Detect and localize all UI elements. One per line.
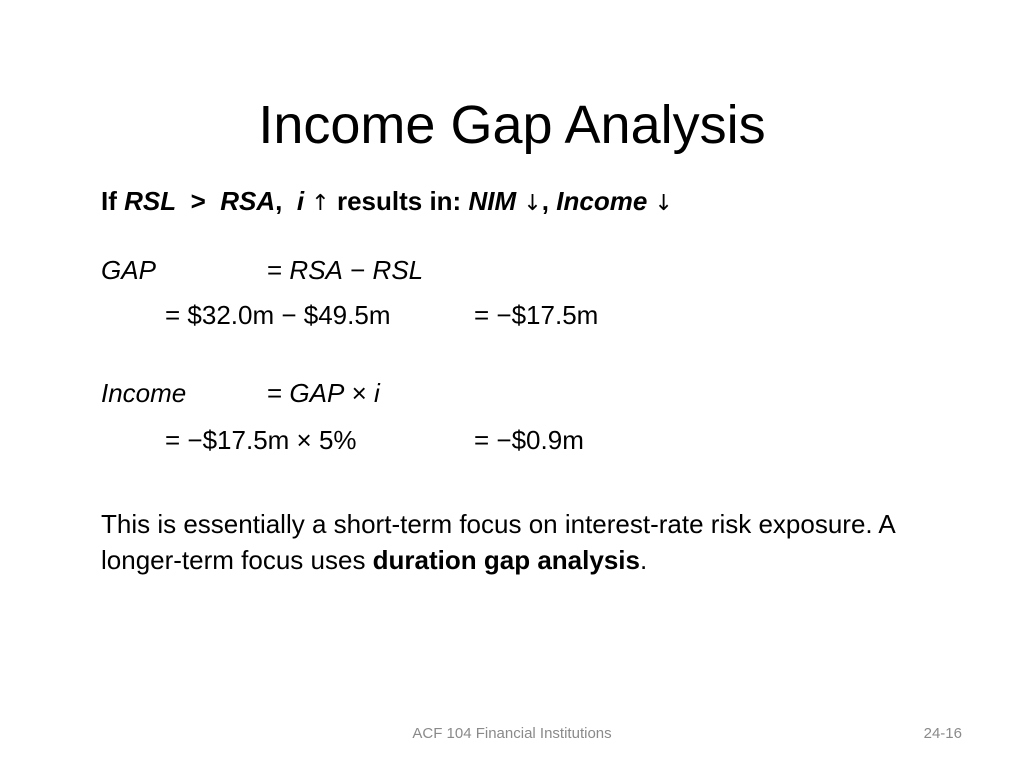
condition-rsa: RSA bbox=[220, 186, 276, 216]
gap-calc: = $32.0m − $49.5m bbox=[165, 300, 391, 330]
income-formula-gap: GAP bbox=[289, 378, 345, 408]
income-calc: = −$17.5m × 5% bbox=[165, 425, 357, 455]
gap-formula bbox=[267, 257, 423, 283]
income-definition-line bbox=[101, 378, 380, 408]
income-formula bbox=[267, 380, 380, 406]
up-arrow-icon: ↑ bbox=[311, 191, 330, 216]
gap-result: = −$17.5m bbox=[474, 300, 599, 330]
income-label: Income bbox=[101, 378, 187, 408]
down-arrow-icon: ↓ bbox=[523, 191, 542, 216]
condition-rsl: RSL bbox=[124, 186, 177, 216]
income-result: = −$0.9m bbox=[474, 425, 584, 455]
condition-income: Income bbox=[556, 186, 648, 216]
income-formula-i: i bbox=[374, 378, 380, 408]
summary-period: . bbox=[639, 545, 648, 575]
condition-results-in: results in: bbox=[336, 186, 462, 216]
condition-comma: , bbox=[275, 186, 283, 216]
summary-emphasis: duration gap analysis bbox=[372, 545, 640, 575]
condition-line bbox=[101, 188, 673, 215]
condition-nim: NIM bbox=[468, 186, 517, 216]
gap-definition-line bbox=[101, 255, 424, 285]
gap-formula-rsl: RSL bbox=[372, 255, 424, 285]
slide-title: Income Gap Analysis bbox=[258, 95, 766, 156]
condition-gt: > bbox=[190, 186, 206, 216]
condition-comma-2: , bbox=[541, 186, 550, 216]
down-arrow-icon: ↓ bbox=[654, 191, 673, 216]
condition-if: If bbox=[101, 186, 117, 216]
gap-label: GAP bbox=[101, 255, 156, 285]
gap-eq: = bbox=[267, 255, 283, 285]
footer-page-number: 24-16 bbox=[923, 725, 962, 742]
summary-text: This is essentially a short-term focus on interest-rate risk exposure. A longer-term focus uses bbox=[101, 509, 895, 575]
summary-paragraph bbox=[101, 506, 931, 578]
condition-i: i bbox=[296, 186, 305, 216]
income-formula-times: × bbox=[351, 378, 367, 408]
gap-formula-minus: − bbox=[350, 255, 366, 285]
footer-course: ACF 104 Financial Institutions bbox=[412, 725, 612, 742]
gap-formula-rsa: RSA bbox=[289, 255, 343, 285]
income-eq: = bbox=[267, 378, 283, 408]
